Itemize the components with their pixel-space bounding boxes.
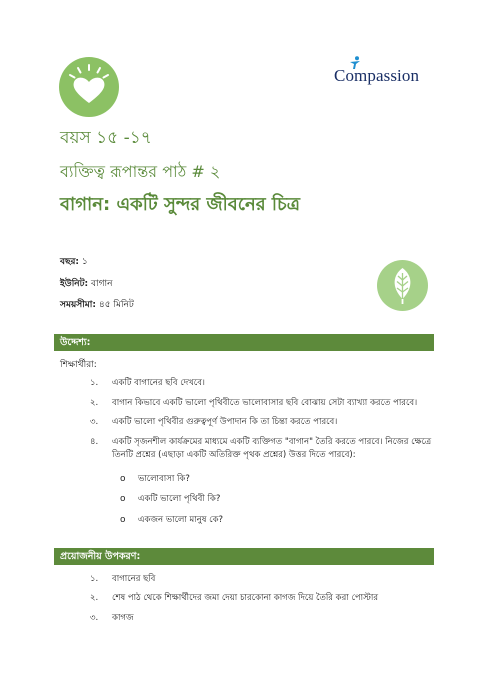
- item-text: বাগানের ছবি: [112, 574, 156, 584]
- objectives-heading: উদ্দেশ্য:: [54, 334, 434, 351]
- year-row: [60, 254, 88, 269]
- item-number: ৩.: [90, 417, 99, 427]
- unit-label: ইউনিট:: [60, 279, 89, 289]
- item-number: ৪.: [90, 437, 99, 447]
- item-text: একটি বাগানের ছবি দেখবে।: [112, 378, 205, 388]
- sub-question-text: ভালোবাসা কি?: [138, 474, 190, 484]
- sub-question-item: [120, 513, 223, 527]
- materials-heading: প্রয়োজনীয় উপকরণ:: [54, 548, 434, 565]
- lesson-title: বাগান: একটি সুন্দর জীবনের চিত্র: [60, 194, 300, 215]
- item-number: ১.: [90, 378, 99, 388]
- time-value: ৪৫ মিনিট: [98, 300, 134, 310]
- compassion-logo: [334, 56, 434, 86]
- sub-question-item: [120, 492, 220, 506]
- item-number: ২.: [90, 398, 99, 408]
- item-text: বাগান কিভাবে একটি ভালো পৃথিবীতে ভালোবাসার ছবি বোঝায় সেটা ব্যাখ্যা করতে পারবে।: [112, 398, 418, 408]
- item-text: একটি ভালো পৃথিবীর গুরুত্বপূর্ণ উপাদান কি তা চিন্তা করতে পারবে।: [112, 417, 338, 427]
- brand-name: Compassion: [334, 66, 420, 85]
- bullet: o: [120, 515, 126, 525]
- heart-badge: [59, 57, 119, 117]
- item-text: শেষ পাঠ থেকে শিক্ষার্থীদের জমা দেয়া চারকোনা কাগজ দিয়ে তৈরি করা পোস্টার: [112, 593, 379, 603]
- item-number: ২.: [90, 593, 99, 603]
- unit-row: [60, 276, 113, 291]
- unit-value: বাগান: [91, 279, 113, 289]
- leaf-icon: [377, 260, 428, 311]
- bullet: o: [120, 494, 126, 504]
- time-row: [60, 297, 134, 312]
- leaf-badge: [377, 260, 428, 311]
- sub-question-text: একজন ভালো মানুষ কে?: [138, 515, 224, 525]
- lesson-number: ব্যক্তিত্ব রূপান্তর পাঠ # ২: [60, 162, 221, 181]
- year-value: ১: [81, 257, 88, 267]
- bullet: o: [120, 474, 126, 484]
- item-number: ৩.: [90, 613, 99, 623]
- age-range: বয়স ১৫ -১৭: [60, 128, 152, 148]
- item-text: একটি সৃজনশীল কার্যক্রমের মাধ্যমে একটি ব্যক্তিগত "বাগান" তৈরি করতে পারবে। নিজের ক্ষেত্রে তিনটি প্রশ্নের (এছাড়া একটি অতিরিক্ত পৃথক প্রশ্নের) উত্তর দিতে পারবে):: [112, 437, 432, 460]
- sub-question-text: একটি ভালো পৃথিবী কি?: [138, 494, 221, 504]
- sub-question-item: [120, 472, 190, 486]
- item-number: ১.: [90, 574, 99, 584]
- year-label: বছর:: [60, 257, 80, 267]
- heart-icon: [59, 57, 119, 117]
- item-text: কাগজ: [112, 613, 134, 623]
- time-label: সময়সীমা:: [60, 300, 96, 310]
- objectives-intro: শিক্ষার্থীরা:: [60, 360, 97, 370]
